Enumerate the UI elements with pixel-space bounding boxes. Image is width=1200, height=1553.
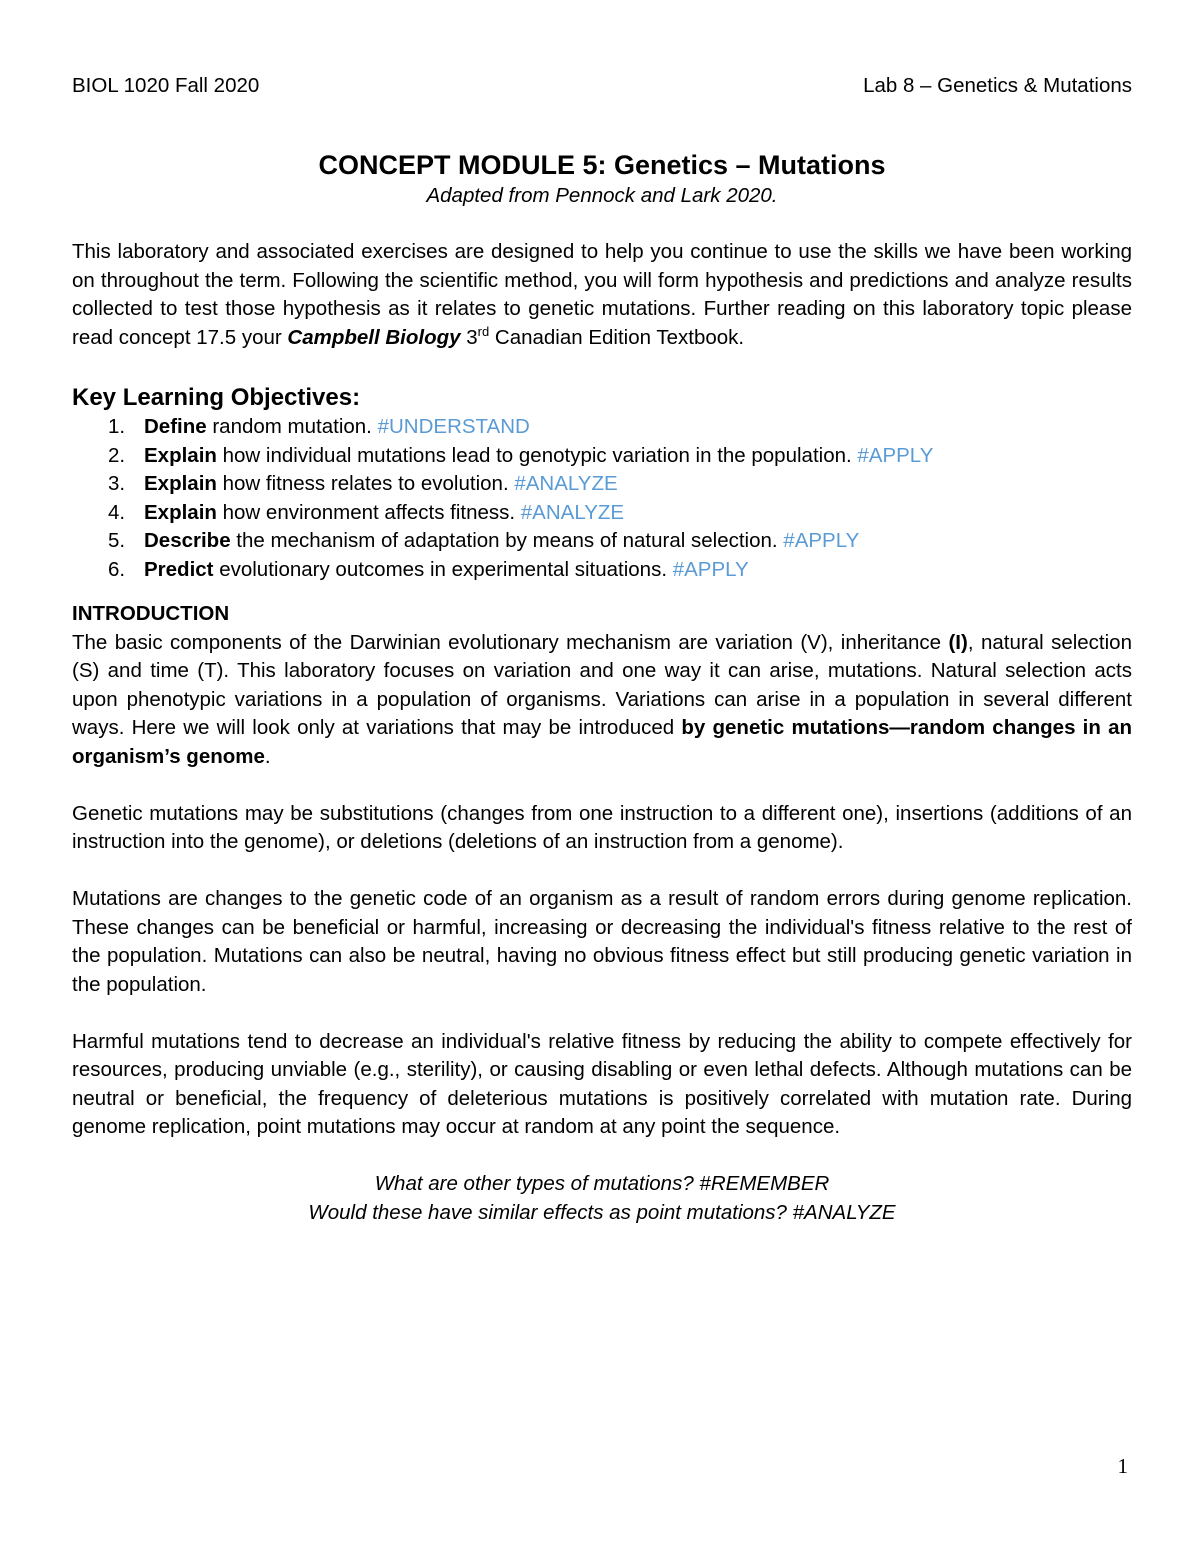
introduction-paragraph-2: Genetic mutations may be substitutions (changes from one instruction to a different one), insertions (additions of an instruction into the genome), or deletions (deletions of an instruction from a genome). bbox=[72, 801, 1132, 853]
objective-text: how environment affects fitness. bbox=[216, 500, 521, 524]
objective-verb: Explain bbox=[144, 500, 217, 524]
objective-text: how fitness relates to evolution. bbox=[216, 472, 515, 495]
question-2: Would these have similar effects as point mutations? #ANALYZE bbox=[308, 1200, 896, 1224]
objective-tag: #APPLY bbox=[672, 557, 749, 581]
question-1: What are other types of mutations? #REMEMBER bbox=[374, 1172, 830, 1195]
objective-verb: Describe bbox=[144, 529, 231, 552]
objective-item bbox=[72, 470, 1132, 499]
objective-item bbox=[72, 413, 1132, 442]
objective-item bbox=[72, 556, 1132, 585]
objective-item bbox=[72, 499, 1132, 528]
document-page bbox=[72, 72, 1132, 1227]
page-subtitle: Adapted from Pennock and Lark 2020. bbox=[426, 184, 778, 207]
objective-text: evolutionary outcomes in experimental situations. bbox=[213, 557, 673, 581]
intro-text-after: Canadian Edition Textbook. bbox=[489, 325, 745, 349]
objective-item bbox=[72, 527, 1132, 556]
lab-label: Lab 8 – Genetics & Mutations bbox=[863, 74, 1132, 97]
objective-verb: Define bbox=[144, 415, 207, 438]
introduction-heading: INTRODUCTION bbox=[72, 602, 230, 625]
objective-tag: #ANALYZE bbox=[514, 472, 618, 495]
page-title: CONCEPT MODULE 5: Genetics – Mutations bbox=[318, 150, 886, 180]
objective-number: 4. bbox=[108, 500, 126, 524]
objective-verb: Explain bbox=[144, 443, 217, 467]
objective-item bbox=[72, 442, 1132, 471]
intro-paragraph bbox=[72, 238, 1132, 352]
objective-number: 1. bbox=[108, 415, 126, 438]
intro-p1-end: . bbox=[264, 744, 271, 768]
intro-p1-inheritance: (I) bbox=[948, 630, 968, 654]
intro-p1-text: The basic components of the Darwinian evolutionary mechanism are variation (V), inheritance bbox=[72, 630, 949, 654]
objective-tag: #APPLY bbox=[783, 529, 860, 552]
objective-tag: #APPLY bbox=[857, 443, 934, 467]
introduction-paragraph-4: Harmful mutations tend to decrease an individual's relative fitness by reducing the ability to compete effectively for resources, producing unviable (e.g., sterility), or causing disabling or even lethal defects. Although mutations can be neutral or beneficial, the frequency of deleterious mutations is positively correlated with mutation rate. During genome replication, point mutations may occur at random at any point the sequence. bbox=[72, 1029, 1132, 1138]
objective-verb: Predict bbox=[144, 557, 214, 581]
objective-text: the mechanism of adaptation by means of natural selection. bbox=[230, 529, 784, 552]
objective-text: random mutation. bbox=[206, 415, 378, 438]
objectives-heading: Key Learning Objectives: bbox=[72, 384, 361, 411]
intro-text-before: This laboratory and associated exercises are designed to help you continue to use the skills we have been working on throughout the term. Following the scientific method, you will form hypothesis and predictions and analyze results collected to test those hypothesis as it relates to genetic mutations. Further reading on this laboratory topic please read concept 17.5 your bbox=[72, 240, 1132, 349]
objective-number: 5. bbox=[108, 529, 126, 552]
edition-suffix: rd bbox=[477, 323, 490, 339]
introduction-paragraph-3: Mutations are changes to the genetic code of an organism as a result of random errors during genome replication. These changes can be beneficial or harmful, increasing or decreasing the individual's fitness relative to the rest of the population. Mutations can also be neutral, having no obvious fitness effect but still producing genetic variation in the population. bbox=[72, 887, 1132, 996]
page-number: 1 bbox=[1117, 1454, 1128, 1478]
objectives-list bbox=[72, 413, 1132, 584]
objective-verb: Explain bbox=[144, 472, 217, 495]
objective-number: 2. bbox=[108, 443, 126, 467]
objective-tag: #UNDERSTAND bbox=[377, 415, 530, 438]
course-label: BIOL 1020 Fall 2020 bbox=[72, 74, 260, 97]
edition-number: 3 bbox=[460, 325, 478, 349]
objective-text: how individual mutations lead to genotypic variation in the population. bbox=[216, 443, 858, 467]
intro-p1-definition: by genetic mutations—random changes in an organism’s genome bbox=[72, 716, 1133, 768]
intro-p1-text-continued: , natural selection (S) and time (T). This laboratory focuses on variation and one way it can arise, mutations. Natural selection acts upon phenotypic variations in a population of organisms. Variations can arise in a population in several different ways. Here we will look only at variations that may be introduced bbox=[72, 630, 1132, 739]
page-header bbox=[72, 72, 1132, 100]
introduction-paragraph-1 bbox=[72, 629, 1132, 772]
objective-number: 3. bbox=[108, 472, 126, 495]
objective-number: 6. bbox=[108, 557, 126, 581]
book-title: Campbell Biology bbox=[287, 325, 461, 349]
review-questions bbox=[72, 1170, 1132, 1227]
objective-tag: #ANALYZE bbox=[520, 500, 625, 524]
